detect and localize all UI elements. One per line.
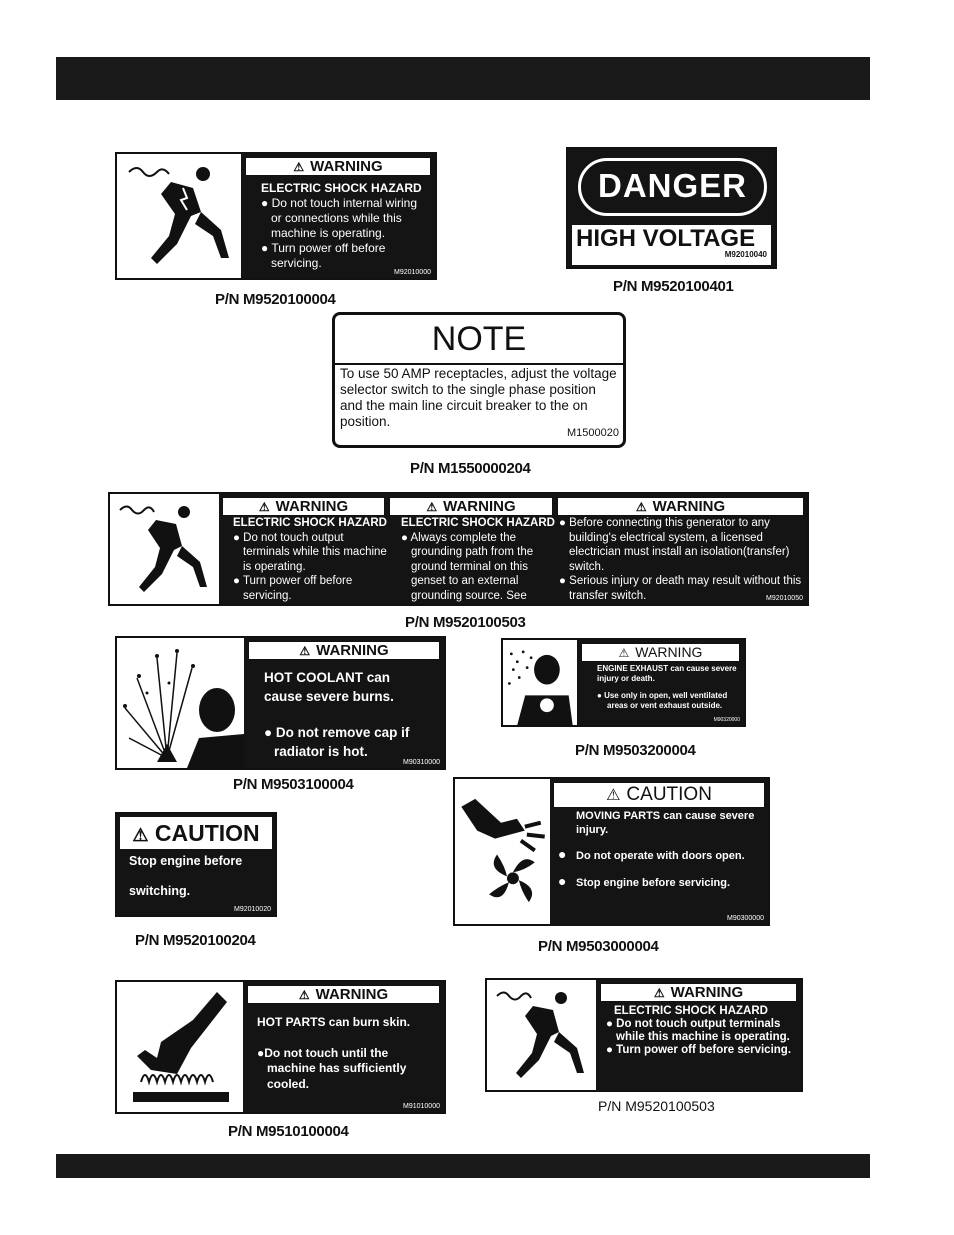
bullet-text: ● Use only in open, well ventilated areas or vent exhaust outside. bbox=[597, 691, 728, 710]
steam-burst-pictogram bbox=[117, 638, 246, 768]
warning-header: ⚠ WARNING bbox=[248, 641, 440, 660]
part-number: P/N M9520100204 bbox=[135, 932, 256, 949]
note-decal bbox=[332, 312, 626, 448]
bullet-text: ● Do not touch output terminals while this machine is operating. bbox=[233, 531, 387, 573]
warning-triangle-icon: ⚠ bbox=[258, 500, 270, 514]
part-number: P/N M9510100004 bbox=[228, 1123, 349, 1140]
hot-surface-icon bbox=[117, 982, 243, 1112]
caution-switch-decal bbox=[115, 812, 277, 917]
label-code: M90320000 bbox=[713, 717, 740, 723]
part-number: P/N M9503200004 bbox=[575, 742, 696, 759]
label-code: M92010000 bbox=[394, 269, 431, 276]
bullet-text: ● Serious injury or death may result without this transfer switch. bbox=[559, 575, 802, 602]
warning-header: ⚠ WARNING bbox=[247, 985, 440, 1004]
moving-parts-decal bbox=[453, 777, 770, 926]
danger-subtitle: HIGH VOLTAGE bbox=[576, 225, 756, 252]
fumes-icon bbox=[503, 640, 577, 725]
warning-header: ⚠ WARNING bbox=[557, 497, 804, 516]
electrocution-icon bbox=[117, 154, 241, 278]
caution-header: ⚠ CAUTION bbox=[553, 782, 765, 808]
part-number: P/N M9520100503 bbox=[598, 1098, 715, 1114]
warning-header: ⚠ WARNING bbox=[245, 157, 431, 176]
label-code: M92010040 bbox=[724, 250, 767, 259]
footer-bar bbox=[56, 1154, 870, 1178]
part-number: P/N M9503000004 bbox=[538, 938, 659, 955]
warning-triangle-icon: ⚠ bbox=[298, 988, 310, 1002]
part-number: P/N M9520100004 bbox=[215, 291, 336, 308]
note-text: To use 50 AMP receptacles, adjust the voltage selector switch to the single phase position and the main line circuit breaker to the on position. bbox=[340, 366, 617, 429]
electrocution-icon bbox=[487, 980, 596, 1090]
danger-decal bbox=[566, 147, 777, 269]
steam-burst-icon bbox=[117, 638, 244, 768]
part-number: P/N M9503100004 bbox=[233, 776, 354, 793]
note-divider bbox=[335, 363, 623, 365]
warning-shock-decal bbox=[115, 152, 437, 280]
bullet-text: ● Turn power off before servicing. bbox=[261, 241, 386, 270]
label-code: M92010050 bbox=[766, 595, 803, 602]
bullet-text: ● Stop engine before servicing. bbox=[558, 872, 731, 889]
caution-line1: Stop engine before bbox=[129, 854, 243, 868]
warning-header: ⚠ WARNING bbox=[389, 497, 553, 516]
hazard-text: HOT PARTS can burn skin. bbox=[257, 1015, 411, 1029]
bullet-text: ● Turn power off before servicing. bbox=[233, 575, 353, 602]
warning-triangle-icon: ⚠ bbox=[653, 986, 665, 1000]
warning-triangle-icon: ⚠ bbox=[293, 160, 305, 174]
hazard-title: ELECTRIC SHOCK HAZARD bbox=[261, 181, 422, 195]
fan-blade-hand-icon bbox=[455, 779, 550, 924]
engine-exhaust-decal bbox=[501, 638, 746, 727]
bullet-text: ● Do not operate with doors open. bbox=[558, 846, 745, 862]
bullet-text: ● Turn power off before servicing. bbox=[606, 1044, 792, 1056]
part-number: P/N M1550000204 bbox=[410, 460, 531, 477]
part-number: P/N M9520100401 bbox=[613, 278, 734, 295]
hazard-text: ENGINE EXHAUST can cause severe injury or death. bbox=[597, 664, 737, 683]
danger-title: DANGER bbox=[597, 167, 747, 204]
bullet-text: ●Do not touch until the machine has sufficiently cooled. bbox=[257, 1045, 407, 1091]
label-code: M1500020 bbox=[567, 427, 619, 439]
label-code: M90300000 bbox=[727, 915, 764, 922]
warning-triangle-icon: ⚠ bbox=[299, 644, 311, 658]
electrocution-icon bbox=[110, 494, 219, 604]
bullet-text: ● Do not remove cap if radiator is hot. bbox=[264, 725, 410, 759]
warning-header: ⚠ WARNING bbox=[222, 497, 385, 516]
hazard-title: ELECTRIC SHOCK HAZARD bbox=[614, 1005, 768, 1017]
hazard-text: MOVING PARTS can cause severe injury. bbox=[576, 810, 755, 836]
hazard-text: HOT COOLANT can cause severe burns. bbox=[264, 670, 394, 704]
hot-coolant-decal bbox=[115, 636, 446, 770]
hazard-title: ELECTRIC SHOCK HAZARD bbox=[233, 517, 387, 529]
bullet-text: ● Before connecting this generator to any building's electrical system, a licensed electrician must install an isolation(transfer) switch. bbox=[559, 517, 790, 573]
triple-warning-decal bbox=[108, 492, 809, 606]
electrocution-pictogram bbox=[117, 154, 243, 278]
label-code: M92010020 bbox=[234, 906, 271, 913]
hazard-title: ELECTRIC SHOCK HAZARD bbox=[401, 517, 555, 529]
part-number: P/N M9520100503 bbox=[405, 614, 526, 631]
label-code: M91010000 bbox=[403, 1103, 440, 1110]
fumes-pictogram bbox=[503, 640, 579, 725]
label-code: M90310000 bbox=[403, 759, 440, 766]
hot-parts-decal bbox=[115, 980, 446, 1114]
caution-header: ⚠ CAUTION bbox=[120, 817, 272, 849]
header-bar bbox=[56, 57, 870, 100]
warning-triangle-icon: ⚠ bbox=[635, 500, 647, 514]
caution-line2: switching. bbox=[129, 884, 191, 898]
electrocution-pictogram bbox=[110, 494, 221, 604]
electrocution-pictogram bbox=[487, 980, 598, 1090]
hand-heat-pictogram bbox=[117, 982, 245, 1112]
bullet-text: ● Do not touch internal wiring or connections while this machine is operating. bbox=[261, 196, 418, 240]
output-shock-decal bbox=[485, 978, 803, 1092]
warning-triangle-icon: ⚠ bbox=[606, 787, 621, 804]
warning-header: ⚠ WARNING bbox=[600, 983, 797, 1002]
warning-triangle-icon: ⚠ bbox=[426, 500, 438, 514]
warning-triangle-icon: ⚠ bbox=[618, 646, 630, 660]
fan-hand-pictogram bbox=[455, 779, 552, 924]
note-title: NOTE bbox=[431, 320, 527, 358]
bullet-text: ● Do not touch output terminals while this machine is operating. bbox=[606, 1018, 790, 1043]
warning-header: ⚠ WARNING bbox=[581, 643, 740, 662]
warning-triangle-icon: ⚠ bbox=[132, 825, 149, 845]
bullet-text: ● Always complete the grounding path from the ground terminal on this genset to an external grounding source. See bbox=[401, 531, 534, 602]
